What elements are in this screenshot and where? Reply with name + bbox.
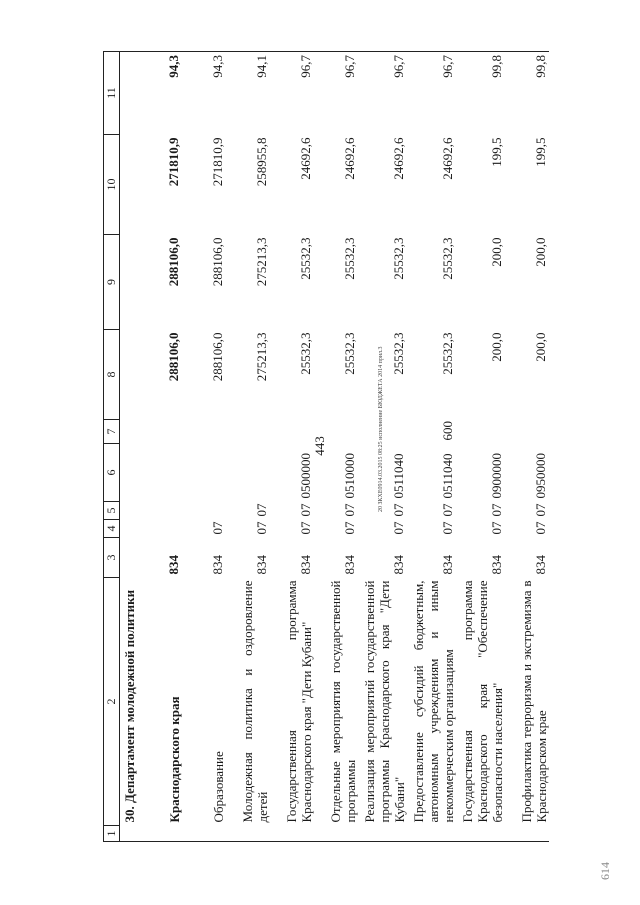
code-section: 07 [210,521,225,535]
table-row [270,52,314,842]
code-admin: 834 [391,555,406,575]
code-subsection: 07 [298,503,313,517]
row-label: Реализация мероприятий государственной программы Краснодарского края "Дети Кубани" [362,580,407,823]
value-percent: 96,7 [407,52,456,135]
value-approved: 25532,3 [440,332,455,375]
code-section: 07 [391,521,406,535]
value-approved: 25532,3 [342,332,357,375]
value-percent: 94,1 [226,52,270,135]
row-index-cell [407,826,456,842]
code-admin: 834 [166,555,181,575]
code-expense-type [138,420,182,444]
value-executed: 199,5 [533,137,548,167]
code-expense-type [314,420,358,444]
column-header: 10 [104,135,120,235]
row-index-cell [456,826,505,842]
value-approved: 275213,3 [254,332,269,382]
code-subsection: 07 [533,503,548,517]
column-header: 7 [104,420,120,444]
column-header: 3 [104,538,120,578]
value-approved: 200,0 [489,332,504,362]
value-refined: 200,0 [489,237,504,267]
code-subsection: 07 [489,503,504,517]
code-admin: 834 [342,555,357,575]
code-expense-type [226,420,270,444]
row-index-cell [138,826,182,842]
column-header: 6 [104,444,120,502]
code-expense-type [270,420,314,444]
row-label: Образование [211,751,226,823]
column-header: 2 [104,578,120,826]
row-index-cell [505,826,549,842]
value-percent: 96,7 [270,52,314,135]
value-executed: 24692,6 [391,137,406,180]
value-percent: 94,3 [138,52,182,135]
code-section [138,520,182,538]
row-label: Молодежная политика и оздоровление детей [240,580,270,823]
row-label: Профилактика терроризма и экстремизма в Краснодарском крае [519,580,549,823]
value-percent: 96,7 [314,52,358,135]
code-subsection: 07 [254,503,269,517]
code-admin: 834 [298,555,313,575]
value-refined: 25532,3 [298,237,313,280]
value-percent: 96,7 [358,52,407,135]
corner-stamp: 614 [598,862,612,880]
row-label: Предоставление субсидий бюджетным, автономным учреждениям и иным некоммерческим организациям [411,580,456,823]
value-executed: 24692,6 [298,137,313,180]
value-approved: 25532,3 [298,332,313,375]
code-target: 0500000 [298,453,313,499]
code-admin: 834 [210,555,225,575]
code-target: 0900000 [489,453,504,499]
value-percent: 94,3 [182,52,226,135]
budget-table [103,52,591,842]
code-target: 0511040 [440,453,455,499]
code-section: 07 [533,521,548,535]
code-expense-type [358,420,407,444]
column-header: 11 [104,52,120,135]
code-target: 0511040 [391,453,406,499]
value-percent: 99,8 [505,52,549,135]
row-index-cell [226,826,270,842]
value-percent: 99,8 [456,52,505,135]
table-row [456,52,505,842]
code-section: 07 [440,521,455,535]
column-header: 8 [104,330,120,420]
row-index-cell [270,826,314,842]
code-expense-type [505,420,549,444]
value-refined: 288106,0 [210,237,225,287]
code-expense-type: 600 [440,421,455,441]
column-header: 1 [104,826,120,842]
value-refined: 288106,0 [166,237,181,287]
page-number: 443 [312,436,327,456]
code-section: 07 [342,521,357,535]
code-expense-type [182,420,226,444]
code-section: 07 [298,521,313,535]
code-subsection [138,502,182,520]
table-row [226,52,270,842]
row-index-cell [314,826,358,842]
row-label: Отдельные мероприятия государственной программы [328,580,358,823]
row-index-cell [358,826,407,842]
table-row [358,52,407,842]
value-approved: 288106,0 [166,332,181,382]
code-section: 07 [489,521,504,535]
code-section: 07 [254,521,269,535]
value-refined: 25532,3 [391,237,406,280]
value-approved: 288106,0 [210,332,225,382]
value-approved: 200,0 [533,332,548,362]
table-row [407,52,456,842]
code-subsection [182,502,226,520]
value-executed: 271810,9 [210,137,225,187]
footer-code: 20 ЗКХЕ0914.03.2015 08:25 исполнение БЮДЖЕТА 2014 прил.3 [378,346,384,512]
code-subsection: 07 [440,503,455,517]
value-refined: 275213,3 [254,237,269,287]
department-title-row [120,52,139,842]
code-subsection: 07 [391,503,406,517]
value-executed: 24692,6 [440,137,455,180]
code-target [138,444,182,502]
value-executed: 271810,9 [166,137,181,187]
table-row [314,52,358,842]
row-index-cell [182,826,226,842]
code-target [182,444,226,502]
row-label: Краснодарского края [167,696,182,823]
value-approved: 25532,3 [391,332,406,375]
value-executed: 199,5 [489,137,504,167]
row-label: Государственная программа Краснодарского края "Обеспечение безопасности населения" [460,580,505,823]
code-admin: 834 [489,555,504,575]
code-target: 0510000 [342,453,357,499]
column-number-row [104,52,120,842]
code-admin: 834 [533,555,548,575]
department-title: 30. Департамент молодежной политики [120,52,139,826]
table-row [138,52,182,842]
code-expense-type [456,420,505,444]
column-header: 4 [104,520,120,538]
value-executed: 24692,6 [342,137,357,180]
code-subsection: 07 [342,503,357,517]
value-refined: 25532,3 [342,237,357,280]
budget-table-grid [103,51,549,842]
table-row [182,52,226,842]
value-refined: 25532,3 [440,237,455,280]
code-target [226,444,270,502]
row-label: Государственная программа Краснодарского края "Дети Кубани" [284,580,314,823]
column-header: 9 [104,235,120,330]
code-admin: 834 [254,555,269,575]
table-row [505,52,549,842]
value-refined: 200,0 [533,237,548,267]
value-executed: 258955,8 [254,137,269,187]
code-admin: 834 [440,555,455,575]
code-target: 0950000 [533,453,548,499]
column-header: 5 [104,502,120,520]
